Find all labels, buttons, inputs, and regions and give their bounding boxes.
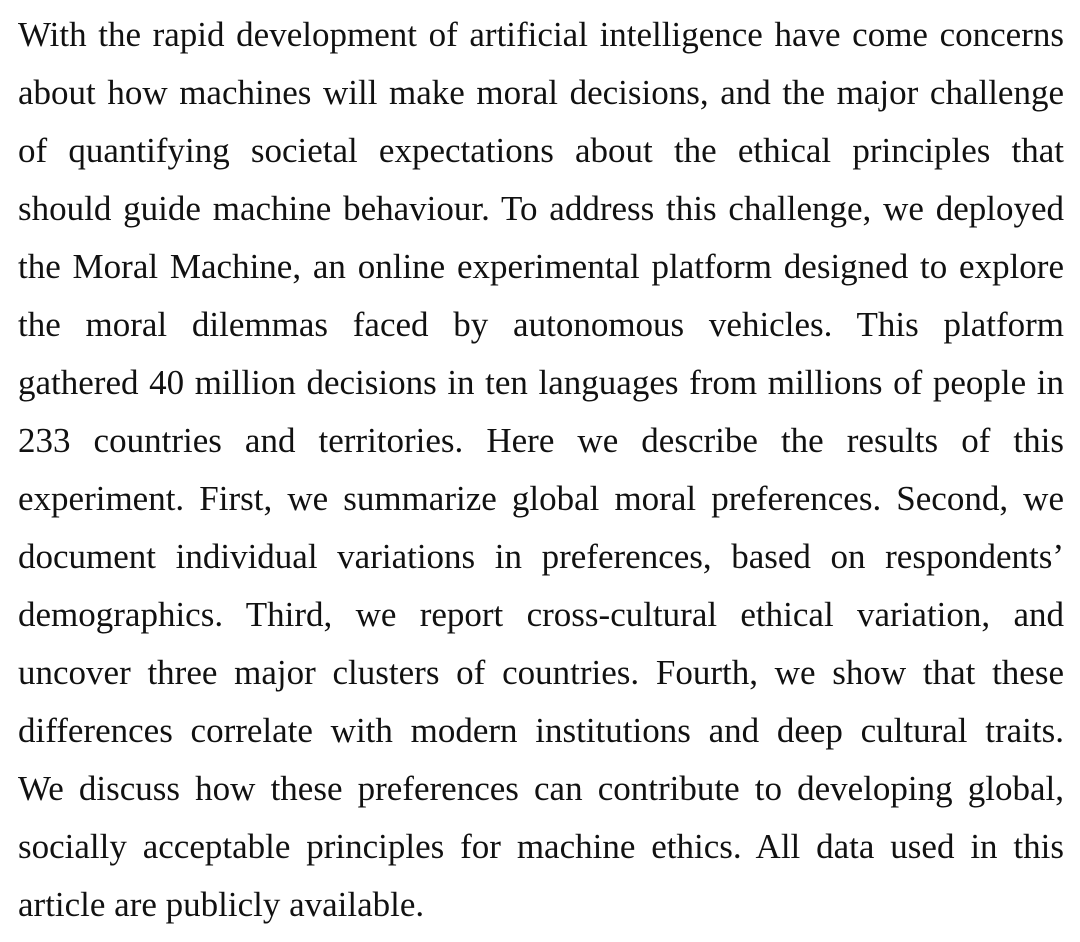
text-line: gathered 40 million decisions in ten languages from millions of people in [18,363,1064,402]
text-line: the moral dilemmas faced by autonomous vehicles. This platform [18,305,1064,344]
text-line: should guide machine behaviour. To address this challenge, we deployed [18,189,1064,228]
text-line: of quantifying societal expectations about the ethical principles that [18,131,1064,170]
text-line: the Moral Machine, an online experimental platform designed to explore [18,247,1064,286]
abstract-paragraph [18,6,1064,934]
text-line: differences correlate with modern institutions and deep cultural traits. [18,711,1064,750]
text-line: about how machines will make moral decisions, and the major challenge [18,73,1064,112]
text-line: experiment. First, we summarize global moral preferences. Second, we [18,479,1064,518]
text-line: document individual variations in preferences, based on respondents’ [18,537,1064,576]
text-line: 233 countries and territories. Here we describe the results of this [18,421,1064,460]
text-line: article are publicly available. [18,885,425,924]
text-line: demographics. Third, we report cross-cultural ethical variation, and [18,595,1064,634]
text-line: uncover three major clusters of countries. Fourth, we show that these [18,653,1064,692]
text-line: socially acceptable principles for machine ethics. All data used in this [18,827,1064,866]
text-line: We discuss how these preferences can contribute to developing global, [18,769,1064,808]
text-line: With the rapid development of artificial intelligence have come concerns [18,15,1064,54]
